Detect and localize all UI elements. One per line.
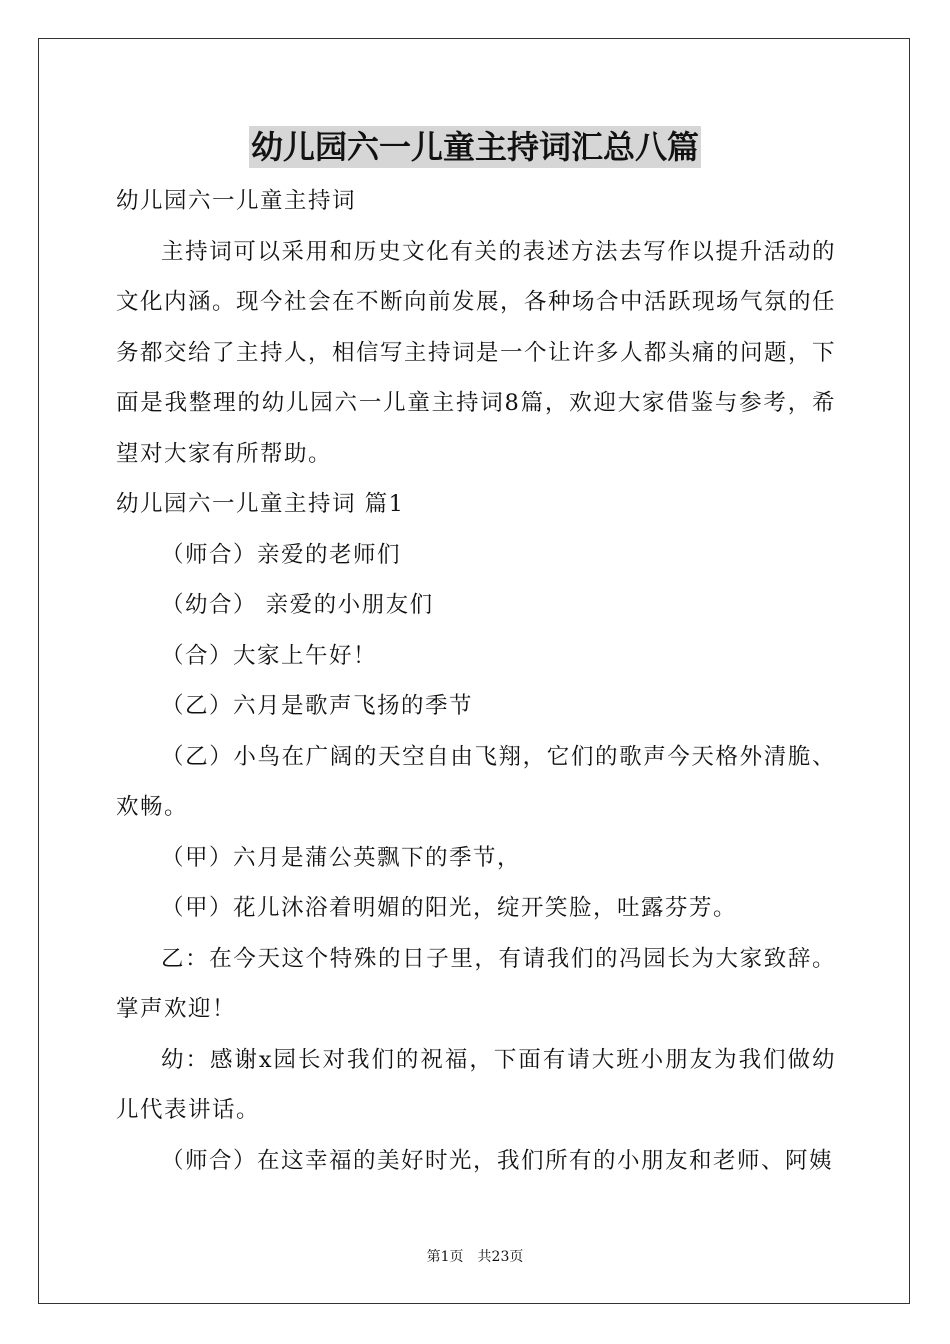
section-heading: 幼儿园六一儿童主持词 篇1 bbox=[116, 491, 405, 517]
paragraph: 乙：在今天这个特殊的日子里，有请我们的冯园长为大家致辞。掌声欢迎！ bbox=[116, 945, 836, 1022]
document-body bbox=[116, 176, 836, 1186]
paragraph: （乙）小鸟在广阔的天空自由飞翔，它们的歌声今天格外清脆、欢畅。 bbox=[116, 743, 836, 820]
paragraph: 幼：感谢x园长对我们的祝福，下面有请大班小朋友为我们做幼儿代表讲话。 bbox=[116, 1046, 836, 1123]
paragraph: （幼合） 亲爱的小朋友们 bbox=[161, 592, 434, 618]
paragraph: （师合）在这幸福的美好时光，我们所有的小朋友和老师、阿姨 bbox=[161, 1147, 834, 1174]
title-container bbox=[0, 126, 950, 168]
section-heading: 幼儿园六一儿童主持词 bbox=[116, 188, 357, 214]
paragraph: （合）大家上午好！ bbox=[161, 642, 378, 669]
paragraph: （师合）亲爱的老师们 bbox=[161, 541, 402, 568]
document-title: 幼儿园六一儿童主持词汇总八篇 bbox=[250, 128, 699, 166]
page-footer bbox=[0, 1247, 950, 1267]
paragraph: 主持词可以采用和历史文化有关的表述方法去写作以提升活动的文化内涵。现今社会在不断向前发展，各种场合中活跃现场气氛的任务都交给了主持人，相信写主持词是一个让许多人都头痛的问题，下面是我整理的幼儿园六一儿童主持词8篇，欢迎大家借鉴与参考，希望对大家有所帮助。 bbox=[116, 238, 837, 467]
paragraph: （甲）花儿沐浴着明媚的阳光，绽开笑脸，吐露芬芳。 bbox=[161, 895, 738, 921]
paragraph: （甲）六月是蒲公英飘下的季节， bbox=[161, 844, 522, 871]
page-number: 第1页 共23页 bbox=[426, 1249, 524, 1265]
paragraph: （乙）六月是歌声飞扬的季节 bbox=[161, 693, 474, 719]
